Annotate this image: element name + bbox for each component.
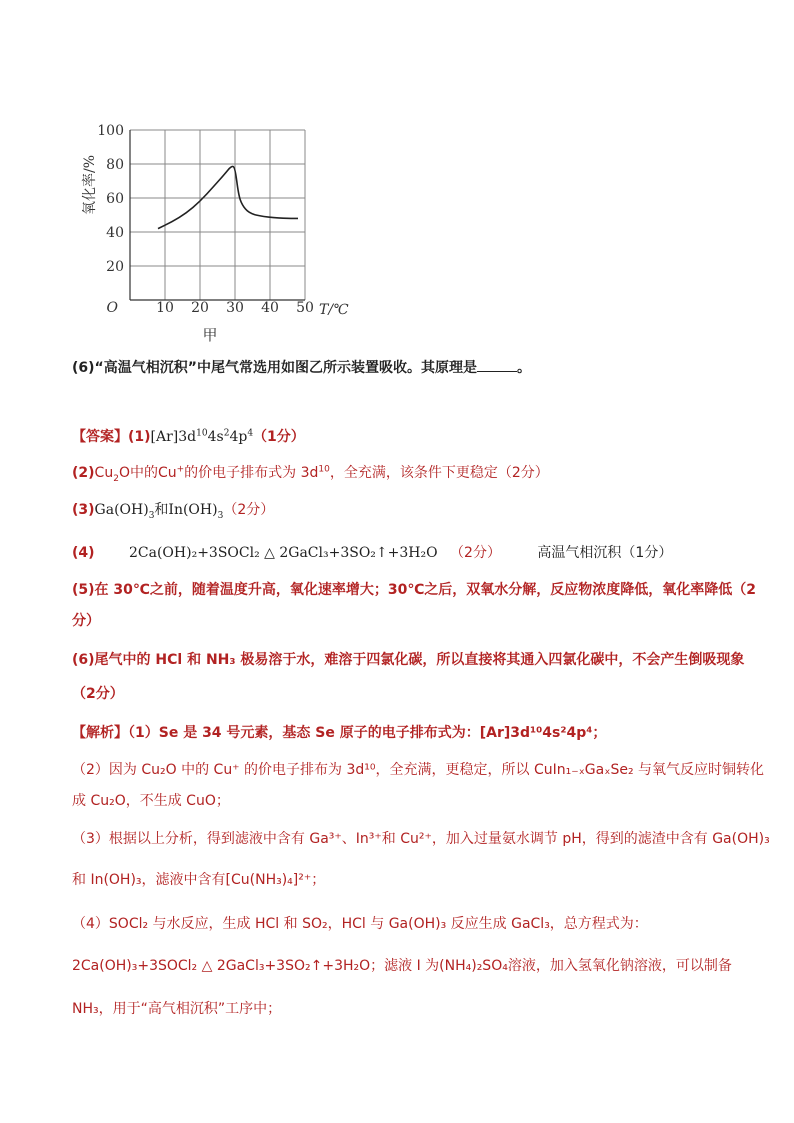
analysis-1-text: （1）Se 是 34 号元素，基态 Se 原子的电子排布式为：[Ar]3d¹⁰4s²4p⁴； <box>128 725 607 741</box>
answer-1 <box>72 427 305 447</box>
a3-sub1: 3 <box>148 510 155 521</box>
answer-4 <box>72 543 672 563</box>
answer-3-num: (3) <box>72 502 95 518</box>
answer-4-num: (4) <box>72 545 95 561</box>
config-sup-c: 4 <box>247 428 254 439</box>
analysis-1 <box>72 723 606 743</box>
config-sup-a: 10 <box>196 428 208 439</box>
a2-sup1: + <box>176 464 185 475</box>
x-tick-label: 10 <box>156 300 174 316</box>
answer-3-formula <box>94 502 224 521</box>
chart-svg <box>78 118 368 348</box>
question-6-suffix: 。 <box>516 360 531 376</box>
answer-4-extra: 高温气相沉积（1分） <box>537 545 673 561</box>
x-tick-label: 40 <box>261 300 279 316</box>
answer-1-score: （1分） <box>253 429 305 445</box>
answer-6-line1: (6)尾气中的 HCl 和 NH₃ 极易溶于水，难溶于四氯化碳，所以直接将其通入四氯化碳中，不会产生倒吸现象 <box>72 652 745 668</box>
answer-3-score: （2分） <box>223 502 275 518</box>
analysis-2-line2: 成 Cu₂O，不生成 CuO； <box>72 793 230 809</box>
answer-tag: 【答案】 <box>72 429 128 445</box>
answer-blank <box>477 357 517 372</box>
analysis-3-line2: 和 In(OH)₃，滤液中含有[Cu(NH₃)₄]²⁺； <box>72 872 326 888</box>
a3-sub2: 3 <box>217 510 224 521</box>
config-a: [Ar]3d <box>150 429 197 445</box>
analysis-tag: 【解析】 <box>72 725 128 741</box>
x-tick-label: 30 <box>226 300 244 316</box>
config-sup-b: 2 <box>223 428 230 439</box>
a2-t1: Cu <box>94 465 114 481</box>
config-c: 4p <box>229 429 248 445</box>
x-axis-label: T/℃ <box>319 302 349 318</box>
answer-5-line2: 分） <box>72 613 100 629</box>
chart-caption: 甲 <box>202 326 218 344</box>
x-tick-label: 20 <box>191 300 209 316</box>
analysis-3-line1: （3）根据以上分析，得到滤液中含有 Ga³⁺、In³⁺和 Cu²⁺，加入过量氨水调节 pH，得到的滤渣中含有 Ga(OH)₃ <box>72 831 770 847</box>
y-tick-label: 40 <box>106 225 124 241</box>
answer-5-line1: (5)在 30℃之前，随着温度升高，氧化速率增大；30℃之后，双氧水分解，反应物浓度降低，氧化率降低（2 <box>72 582 757 598</box>
answer-3 <box>72 500 274 520</box>
y-tick-label: 20 <box>106 259 124 275</box>
answer-4-equation: 2Ca(OH)₂+3SOCl₂ △ 2GaCl₃+3SO₂↑+3H₂O <box>129 545 438 561</box>
origin-label: O <box>106 300 118 316</box>
x-tick-label: 50 <box>296 300 314 316</box>
answer-2-num: (2) <box>72 465 95 481</box>
analysis-4-line3: NH₃，用于“高气相沉积”工序中； <box>72 1001 282 1017</box>
y-axis-label: 氧化率/% <box>82 154 98 216</box>
config-b: 4s <box>207 429 224 445</box>
question-6 <box>72 357 531 378</box>
a2-t2: O中的Cu <box>118 465 177 481</box>
answer-6-line2: （2分） <box>72 686 124 702</box>
y-tick-label: 100 <box>97 123 124 139</box>
oxidation-rate-chart <box>78 118 368 348</box>
y-tick-label: 80 <box>106 157 124 173</box>
a2-sub1: 2 <box>113 473 119 484</box>
answer-1-config <box>151 429 254 445</box>
analysis-4-line1: （4）SOCl₂ 与水反应，生成 HCl 和 SO₂，HCl 与 Ga(OH)₃ 反应生成 GaCl₃，总方程式为： <box>72 916 648 932</box>
question-6-text: (6)“高温气相沉积”中尾气常选用如图乙所示装置吸收。其原理是 <box>72 360 477 376</box>
y-tick-label: 60 <box>106 191 124 207</box>
a2-sup2: 10 <box>318 464 330 475</box>
answer-4-score: （2分） <box>450 545 501 561</box>
a3-t2: 和In(OH) <box>154 502 218 518</box>
answer-1-num: (1) <box>128 429 151 445</box>
analysis-4-line2: 2Ca(OH)₃+3SOCl₂ △ 2GaCl₃+3SO₂↑+3H₂O；滤液 I 为(NH₄)₂SO₄溶液，加入氢氧化钠溶液，可以制备 <box>72 958 732 974</box>
a3-t1: Ga(OH) <box>94 502 149 518</box>
analysis-2-line1: （2）因为 Cu₂O 中的 Cu⁺ 的价电子排布为 3d¹⁰，全充满，更稳定，所以 CuIn₁₋ₓGaₓSe₂ 与氧气反应时铜转化 <box>72 762 765 778</box>
a2-t3: 的价电子排布式为 3d <box>184 465 319 481</box>
answer-2 <box>72 463 549 483</box>
a2-t4: ，全充满，该条件下更稳定（2分） <box>329 465 549 481</box>
